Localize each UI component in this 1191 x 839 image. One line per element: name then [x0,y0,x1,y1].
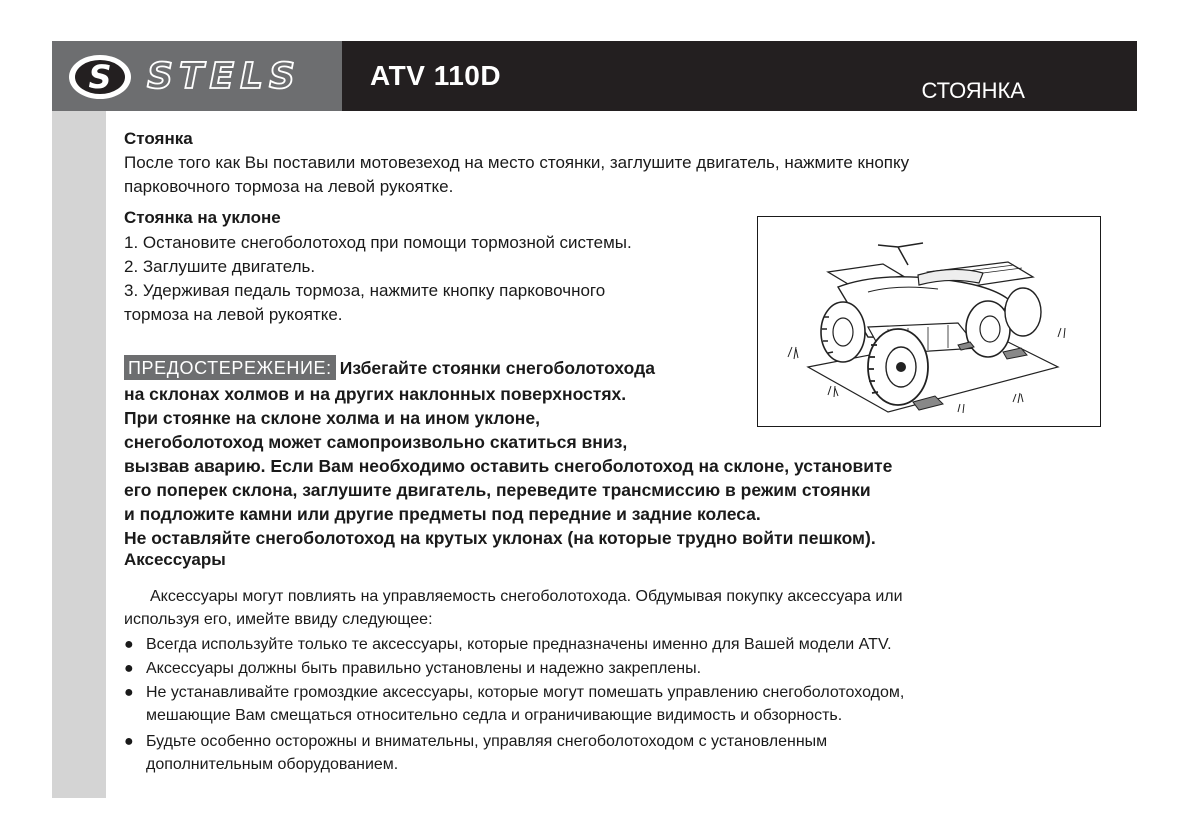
warning-text-line: вызвав аварию. Если Вам необходимо оставить снегоболотоход на склоне, установите [124,456,893,476]
warning-first-line [124,355,655,380]
warning-text: Избегайте стоянки снегоболотохода [339,358,655,378]
bullet-text: дополнительным оборудованием. [146,756,399,773]
warning-text-line: на склонах холмов и на других наклонных поверхностях. [124,384,627,404]
slope-step: 2. Заглушите двигатель. [124,257,316,276]
slope-step: 1. Остановите снегоболотоход при помощи тормозной системы. [124,233,632,252]
bullet-text: Аксессуары должны быть правильно установлены и надежно закреплены. [146,660,702,677]
bullet-icon: ● [124,660,134,677]
bullet-icon: ● [124,684,134,701]
slope-heading: Стоянка на уклоне [124,208,281,227]
section-title: СТОЯНКА [921,78,1025,103]
bullet-icon: ● [124,733,134,750]
atv-drawing [758,217,1099,425]
bullet-text: Не устанавливайте громоздкие аксессуары, которые могут помешать управлению снегоболотоходом, [146,684,905,701]
svg-text:S: S [88,58,112,96]
accessories-bullet [124,681,1084,727]
warning-text-line: и подложите камни или другие предметы под передние и задние колеса. [124,504,761,524]
parking-text-line: парковочного тормоза на левой рукоятке. [124,177,454,196]
warning-text-line: При стоянке на склоне холма и на ином уклоне, [124,408,540,428]
accessories-bullet [124,730,1084,776]
model-title: ATV 110D [370,60,502,91]
bullet-text: Будьте особенно осторожны и внимательны, управляя снегоболотоходом с установленным [146,733,828,750]
accessories-bullet [124,657,1084,680]
bullet-text: мешающие Вам смещаться относительно седла и ограничивающие видимость и обзорность. [146,707,843,724]
atv-parking-illustration [757,216,1101,427]
header-bar [52,41,1137,111]
slope-step: тормоза на левой рукоятке. [124,305,343,324]
accessories-intro-line: Аксессуары могут повлиять на управляемость снегоболотохода. Обдумывая покупку аксессуара или [150,588,903,605]
accessories-intro-line: используя его, имейте ввиду следующее: [124,611,433,628]
page-side-stripe [52,111,106,798]
stels-logo [66,51,328,103]
warning-text-line: Не оставляйте снегоболотоход на крутых уклонах (на которые трудно войти пешком). [124,528,876,548]
parking-heading: Стоянка [124,129,193,148]
slope-step: 3. Удерживая педаль тормоза, нажмите кнопку парковочного [124,281,606,300]
bullet-icon: ● [124,636,134,653]
warning-text-line: снегоболотоход может самопроизвольно скатиться вниз, [124,432,628,452]
svg-text:STELS: STELS [147,56,301,97]
accessories-heading: Аксессуары [124,550,226,569]
parking-text-line: После того как Вы поставили мотовезеход на место стоянки, заглушите двигатель, нажмите кнопку [124,153,910,172]
accessories-bullet [124,633,1084,656]
brand-logo-block [52,41,342,111]
warning-badge: ПРЕДОСТЕРЕЖЕНИЕ: [124,355,336,380]
bullet-text: Всегда используйте только те аксессуары, которые предназначены именно для Вашей модели ATV. [146,636,892,653]
warning-text-line: его поперек склона, заглушите двигатель, переведите трансмиссию в режим стоянки [124,480,871,500]
